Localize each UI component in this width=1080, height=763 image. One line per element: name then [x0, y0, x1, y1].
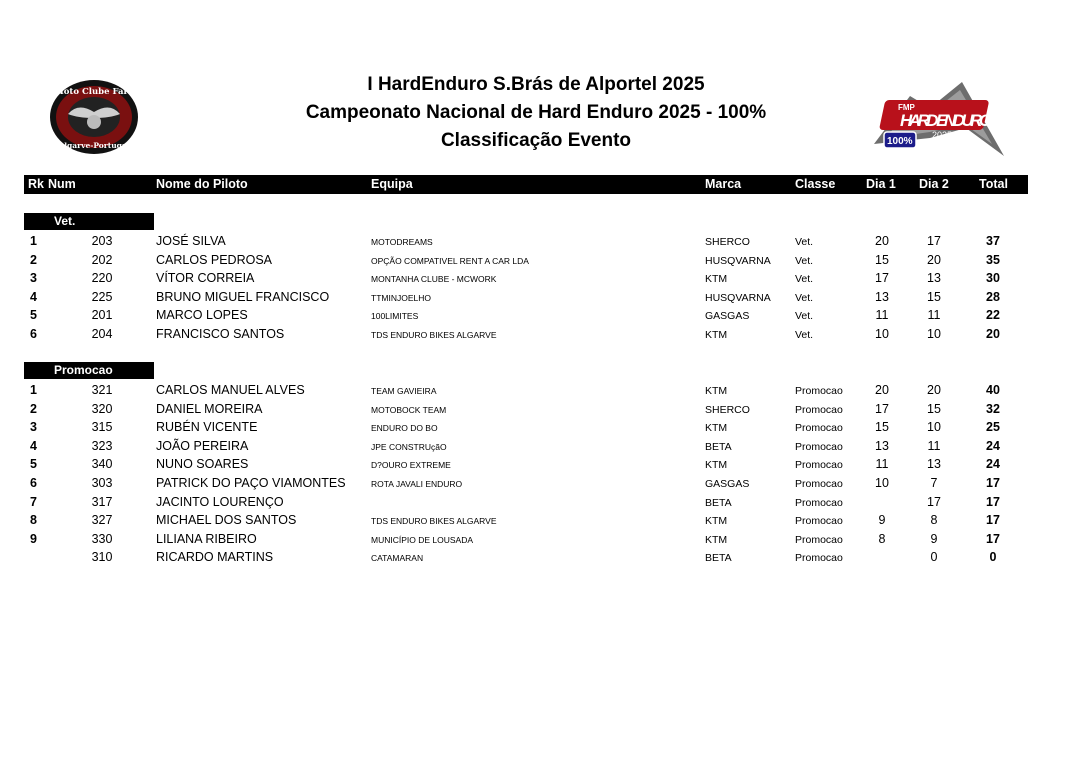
team: OPÇÃO COMPATIVEL RENT A CAR LDA [371, 255, 529, 266]
class: Promocao [795, 440, 843, 453]
rider-number: 315 [91, 420, 113, 434]
moto-clube-faro-logo [48, 78, 140, 156]
table-row [24, 400, 1028, 418]
rider-number: 201 [91, 308, 113, 322]
rank: 7 [30, 494, 37, 509]
brand: HUSQVARNA [705, 254, 771, 267]
rider-name: DANIEL MOREIRA [156, 401, 263, 416]
rider-name: JOÃO PEREIRA [156, 438, 249, 453]
rider-number: 225 [91, 289, 113, 304]
team: ROTA JAVALI ENDURO [371, 479, 463, 489]
brand: KTM [705, 328, 728, 341]
class: Vet. [795, 328, 814, 341]
rider-number: 320 [91, 401, 113, 416]
brand: KTM [705, 385, 728, 397]
total-points: 20 [986, 326, 1000, 341]
day2-points: 10 [927, 420, 941, 434]
rider-name: MARCO LOPES [156, 308, 248, 322]
col-total: Total [979, 177, 1008, 191]
rider-number: 330 [91, 531, 113, 546]
day1-points: 10 [875, 326, 889, 341]
class: Vet. [795, 273, 814, 285]
class: Vet. [795, 236, 814, 248]
table-row [24, 455, 1028, 473]
day1-points: 17 [875, 271, 889, 285]
team: CATAMARAN [371, 553, 424, 563]
total-points: 0 [989, 550, 997, 564]
rider-name: CARLOS PEDROSA [156, 252, 273, 267]
team: ENDURO DO BO [371, 423, 438, 433]
svg-text:100%: 100% [887, 136, 913, 147]
total-points: 17 [986, 494, 1000, 509]
day2-points: 20 [927, 252, 941, 267]
rider-number: 327 [91, 513, 113, 527]
rank: 8 [30, 513, 37, 527]
table-row [24, 511, 1028, 529]
rider-name: LILIANA RIBEIRO [156, 531, 257, 546]
team: TDS ENDURO BIKES ALGARVE [371, 516, 497, 526]
col-brand: Marca [705, 177, 742, 191]
rider-number: 317 [91, 494, 113, 509]
rider-number: 220 [91, 271, 113, 285]
rider-name: VÍTOR CORREIA [156, 271, 255, 285]
day2-points: 8 [930, 513, 938, 527]
brand: KTM [705, 273, 728, 285]
team: 100LIMITES [371, 311, 419, 321]
brand: GASGAS [705, 478, 750, 490]
total-points: 25 [986, 420, 1000, 434]
day1-points: 20 [875, 234, 889, 248]
rider-name: FRANCISCO SANTOS [156, 326, 285, 341]
rank: 9 [30, 531, 37, 546]
col-rider-name: Nome do Piloto [156, 177, 248, 191]
rider-name: CARLOS MANUEL ALVES [156, 383, 305, 397]
table-header [24, 175, 1028, 194]
rider-name: RICARDO MARTINS [156, 550, 274, 564]
rider-number: 323 [91, 438, 113, 453]
event-title: I HardEnduro S.Brás de Alportel 2025 [367, 74, 705, 95]
day2-points: 0 [930, 550, 938, 564]
day1-points: 15 [875, 420, 889, 434]
brand: KTM [705, 422, 728, 434]
day1-points: 8 [878, 531, 886, 546]
total-points: 17 [986, 513, 1000, 527]
day1-points: 17 [875, 401, 889, 416]
day1-points: 20 [875, 383, 889, 397]
table-row [24, 269, 1028, 287]
rider-number: 204 [91, 326, 113, 341]
day2-points: 10 [927, 326, 941, 341]
col-class: Classe [795, 177, 836, 191]
table-row [24, 251, 1028, 269]
class: Promocao [795, 515, 843, 527]
total-points: 37 [986, 234, 1000, 248]
day2-points: 17 [927, 494, 941, 509]
col-number: Num [48, 177, 76, 191]
brand: KTM [705, 533, 728, 546]
class: Promocao [795, 478, 843, 490]
brand: KTM [705, 515, 728, 527]
day1-points: 15 [875, 252, 889, 267]
brand: SHERCO [705, 236, 750, 248]
day2-points: 13 [927, 271, 941, 285]
table-row [24, 306, 1028, 324]
hard-enduro-2025-logo [870, 78, 1008, 160]
brand: BETA [705, 440, 732, 453]
team: MOTODREAMS [371, 237, 433, 247]
day1-points: 13 [875, 289, 889, 304]
day1-points: 10 [875, 476, 889, 490]
rank: 1 [30, 234, 37, 248]
day2-points: 9 [930, 531, 938, 546]
table-row [24, 474, 1028, 492]
total-points: 24 [986, 438, 1000, 453]
day2-points: 15 [927, 401, 941, 416]
rider-number: 321 [91, 383, 113, 397]
brand: KTM [705, 459, 728, 471]
class: Promocao [795, 496, 843, 509]
brand: GASGAS [705, 310, 750, 322]
day1-points: 11 [875, 457, 889, 471]
table-row [24, 418, 1028, 436]
rider-name: NUNO SOARES [156, 457, 249, 471]
class: Promocao [795, 385, 843, 397]
table-row [24, 548, 1028, 566]
svg-text:Moto Clube Faro: Moto Clube Faro [54, 87, 134, 97]
day2-points: 17 [927, 234, 941, 248]
rank: 2 [30, 252, 37, 267]
total-points: 24 [986, 457, 1000, 471]
col-rank: Rk [28, 177, 44, 191]
rank: 5 [30, 457, 37, 471]
brand: SHERCO [705, 403, 750, 416]
day1-points: 13 [875, 438, 889, 453]
rank: 6 [30, 326, 37, 341]
rider-number: 340 [91, 457, 113, 471]
table-row [24, 232, 1028, 250]
class: Vet. [795, 254, 814, 267]
class: Promocao [795, 422, 843, 434]
svg-text:Algarve-Portugal: Algarve-Portugal [58, 141, 130, 150]
rider-number: 303 [91, 476, 113, 490]
rank: 4 [30, 438, 37, 453]
table-row [24, 288, 1028, 306]
brand: HUSQVARNA [705, 291, 771, 304]
class: Vet. [795, 291, 814, 304]
rider-name: RUBÉN VICENTE [156, 420, 258, 434]
team: JPE CONSTRUçãO [371, 441, 447, 452]
total-points: 40 [986, 383, 1000, 397]
class: Promocao [795, 552, 843, 564]
rank: 3 [30, 271, 37, 285]
group-header-promocao: Promocao [24, 362, 154, 379]
day1-points: 9 [878, 513, 886, 527]
team: TTMINJOELHO [371, 292, 431, 303]
day2-points: 11 [927, 438, 941, 453]
rider-name: JACINTO LOURENÇO [156, 494, 284, 509]
table-row [24, 493, 1028, 511]
class: Promocao [795, 533, 843, 546]
col-day1: Dia 1 [866, 177, 896, 191]
total-points: 35 [986, 252, 1000, 267]
rider-name: MICHAEL DOS SANTOS [156, 513, 297, 527]
rider-name: JOSÉ SILVA [156, 234, 226, 248]
rank: 6 [30, 476, 37, 490]
day2-points: 11 [927, 308, 941, 322]
team: MONTANHA CLUBE - MCWORK [371, 274, 497, 284]
col-day2: Dia 2 [919, 177, 949, 191]
team: MOTOBOCK TEAM [371, 404, 447, 415]
svg-text:FMP: FMP [898, 103, 915, 112]
table-row [24, 437, 1028, 455]
day2-points: 15 [927, 289, 941, 304]
total-points: 17 [986, 476, 1000, 490]
day2-points: 7 [930, 476, 938, 490]
team: TEAM GAVIEIRA [371, 386, 437, 396]
class: Promocao [795, 403, 843, 416]
team: TDS ENDURO BIKES ALGARVE [371, 329, 497, 340]
rider-number: 203 [91, 234, 113, 248]
rank: 4 [30, 289, 37, 304]
table-row [24, 325, 1028, 343]
total-points: 30 [986, 271, 1000, 285]
col-team: Equipa [371, 177, 413, 191]
classification-title: Classificação Evento [440, 130, 632, 151]
day2-points: 20 [927, 383, 941, 397]
brand: BETA [705, 552, 732, 564]
rider-number: 310 [91, 550, 113, 564]
rank: 5 [30, 308, 37, 322]
rider-number: 202 [91, 252, 113, 267]
table-row [24, 381, 1028, 399]
day1-points: 11 [875, 308, 889, 322]
svg-text:HARD ENDURO: HARD ENDURO [900, 111, 992, 130]
total-points: 28 [986, 289, 1000, 304]
class: Vet. [795, 310, 814, 322]
class: Promocao [795, 459, 843, 471]
team: D?OURO EXTREME [371, 460, 451, 470]
table-row [24, 530, 1028, 548]
total-points: 17 [986, 531, 1000, 546]
rank: 1 [30, 383, 37, 397]
brand: BETA [705, 496, 732, 509]
total-points: 22 [986, 308, 1000, 322]
championship-title: Campeonato Nacional de Hard Enduro 2025 - 100% [305, 102, 767, 123]
rider-name: BRUNO MIGUEL FRANCISCO [156, 289, 330, 304]
group-header-vet: Vet. [24, 213, 154, 230]
team: MUNICÍPIO DE LOUSADA [371, 534, 474, 545]
rider-name: PATRICK DO PAÇO VIAMONTES [156, 476, 346, 490]
day2-points: 13 [927, 457, 941, 471]
rank: 2 [30, 401, 37, 416]
svg-text:2025: 2025 [932, 130, 953, 140]
total-points: 32 [986, 401, 1000, 416]
rank: 3 [30, 420, 37, 434]
